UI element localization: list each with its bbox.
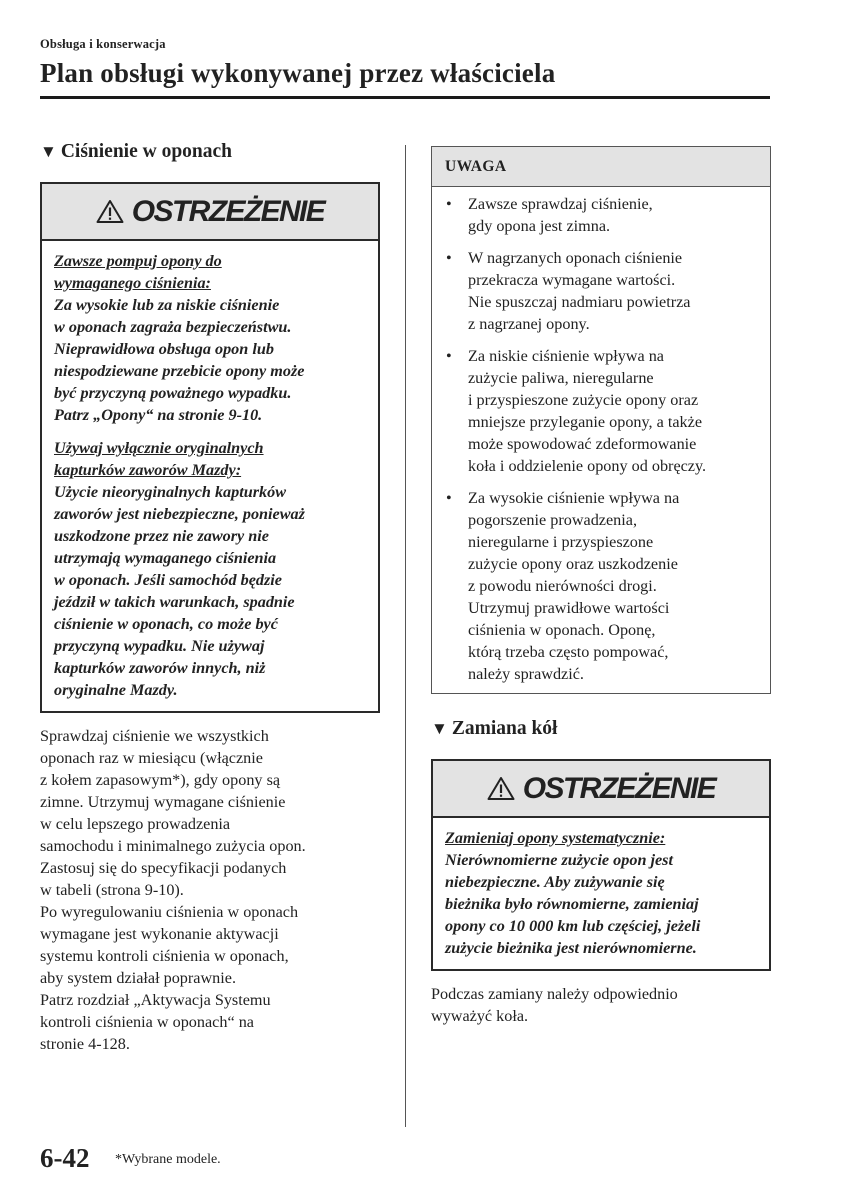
text-line: Nie spuszczaj nadmiaru powietrza — [468, 293, 691, 311]
text-line: aby system działał poprawnie. — [40, 969, 236, 987]
text-line: stronie 4-128. — [40, 1035, 130, 1053]
warning-line: Nieprawidłowa obsługa opon lub — [54, 340, 274, 358]
triangle-down-icon: ▼ — [431, 719, 448, 738]
warning-title: OSTRZEŻENIE — [522, 771, 716, 805]
text-line: z nagrzanej opony. — [468, 315, 590, 333]
text-line: należy sprawdzić. — [468, 665, 584, 683]
section-heading-text: Zamiana kół — [451, 718, 558, 739]
note-body — [432, 187, 770, 693]
header-divider — [40, 96, 770, 99]
text-line: koła i oddzielenie opony od obręczy. — [468, 457, 707, 475]
warning-line: wymaganego ciśnienia: — [54, 274, 211, 292]
note-item — [444, 247, 758, 335]
text-line: Utrzymuj prawidłowe wartości — [468, 599, 670, 617]
footnote: *Wybrane modele. — [115, 1152, 221, 1167]
text-line: Po wyregulowaniu ciśnienia w oponach — [40, 903, 299, 921]
warning-title: OSTRZEŻENIE — [131, 194, 325, 228]
warning-box-wheel-rotation — [431, 759, 771, 971]
warning-subheading: Zamieniaj opony systematycznie: — [445, 829, 666, 847]
text-line: w tabeli (strona 9-10). — [40, 881, 184, 899]
warning-subheading — [54, 439, 264, 479]
page-title: Plan obsługi wykonywanej przez właściciela — [40, 58, 556, 88]
warning-line: niebezpieczne. Aby zużywanie się — [445, 873, 665, 891]
text-line: systemu kontroli ciśnienia w oponach, — [40, 947, 289, 965]
warning-paragraph — [445, 827, 757, 959]
text-line: Patrz rozdział „Aktywacja Systemu — [40, 991, 271, 1009]
text-line: zimne. Utrzymuj wymagane ciśnienie — [40, 793, 286, 811]
text-line: Zawsze sprawdzaj ciśnienie, — [468, 195, 653, 213]
tire-pressure-paragraph — [40, 725, 380, 1055]
warning-line: Używaj wyłącznie oryginalnych — [54, 439, 264, 457]
note-item — [444, 193, 758, 237]
note-item-text — [468, 345, 706, 477]
text-line: ciśnienia w oponach. Oponę, — [468, 621, 656, 639]
text-line: pogorszenie prowadzenia, — [468, 511, 637, 529]
triangle-down-icon: ▼ — [40, 142, 57, 161]
section-label: Obsługa i konserwacja — [40, 37, 166, 51]
left-column — [40, 139, 380, 1055]
text-line: W nagrzanych oponach ciśnienie — [468, 249, 683, 267]
bullet-icon: • — [446, 195, 452, 213]
bullet-icon: • — [446, 489, 452, 507]
bullet-icon: • — [446, 347, 452, 365]
text-line: w celu lepszego prowadzenia — [40, 815, 231, 833]
page-number: 6-42 — [40, 1143, 90, 1173]
warning-body — [433, 818, 769, 969]
warning-line: niespodziewane przebicie opony może — [54, 362, 305, 380]
text-line: samochodu i minimalnego zużycia opon. — [40, 837, 306, 855]
section-heading-text: Ciśnienie w oponach — [60, 141, 233, 162]
warning-line: w oponach zagraża bezpieczeństwu. — [54, 318, 292, 336]
warning-line: zaworów jest niebezpieczne, ponieważ — [54, 505, 305, 523]
text-line: i przyspieszone zużycie opony oraz — [468, 391, 699, 409]
warning-paragraph — [54, 437, 366, 701]
note-item — [444, 487, 758, 685]
text-line: przekracza wymagane wartości. — [468, 271, 676, 289]
note-item — [444, 345, 758, 477]
warning-line: oryginalne Mazdy. — [54, 681, 178, 699]
text-line: Za niskie ciśnienie wpływa na — [468, 347, 664, 365]
warning-header — [42, 184, 378, 241]
warning-line: kapturków zaworów Mazdy: — [54, 461, 242, 479]
text-line: wymagane jest wykonanie aktywacji — [40, 925, 279, 943]
section-heading-tire-pressure — [40, 139, 380, 165]
text-line: wyważyć koła. — [431, 1007, 529, 1025]
warning-line: kapturków zaworów innych, niż — [54, 659, 266, 677]
warning-body — [42, 241, 378, 711]
text-line: mniejsze przyleganie opony, a także — [468, 413, 703, 431]
warning-line: Patrz „Opony“ na stronie 9-10. — [54, 406, 263, 424]
warning-line: Nierównomierne zużycie opon jest — [445, 851, 673, 869]
text-line: Zastosuj się do specyfikacji podanych — [40, 859, 287, 877]
right-column — [431, 146, 771, 1027]
text-line: może spowodować zdeformowanie — [468, 435, 697, 453]
warning-triangle-icon — [96, 199, 124, 224]
warning-triangle-icon — [487, 776, 515, 801]
warning-line: bieżnika było równomierne, zamieniaj — [445, 895, 699, 913]
warning-box-tire-pressure — [40, 182, 380, 713]
bullet-icon: • — [446, 249, 452, 267]
text-line: Sprawdzaj ciśnienie we wszystkich — [40, 727, 269, 745]
warning-line: w oponach. Jeśli samochód będzie — [54, 571, 282, 589]
text-line: zużycie paliwa, nieregularne — [468, 369, 654, 387]
text-line: którą trzeba często pompować, — [468, 643, 669, 661]
text-line: z kołem zapasowym*), gdy opony są — [40, 771, 281, 789]
text-line: z powodu nierówności drogi. — [468, 577, 657, 595]
text-line: zużycie opony oraz uszkodzenie — [468, 555, 678, 573]
warning-subheading — [54, 252, 222, 292]
warning-line: uszkodzone przez nie zawory nie — [54, 527, 269, 545]
note-item-text — [468, 247, 690, 335]
text-line: oponach raz w miesiącu (włącznie — [40, 749, 263, 767]
warning-line: jeździł w takich warunkach, spadnie — [54, 593, 295, 611]
warning-paragraph — [54, 250, 366, 426]
warning-line: być przyczyną poważnego wypadku. — [54, 384, 292, 402]
text-line: gdy opona jest zimna. — [468, 217, 611, 235]
text-line: kontroli ciśnienia w oponach“ na — [40, 1013, 254, 1031]
warning-line: Użycie nieoryginalnych kapturków — [54, 483, 287, 501]
warning-line: utrzymają wymaganego ciśnienia — [54, 549, 277, 567]
note-item-text — [468, 487, 679, 685]
wheel-rotation-paragraph — [431, 983, 771, 1027]
warning-line: opony co 10 000 km lub częściej, jeżeli — [445, 917, 701, 935]
note-item-text — [468, 193, 653, 237]
column-divider — [405, 145, 406, 1127]
section-heading-wheel-rotation — [431, 716, 771, 742]
warning-line: Za wysokie lub za niskie ciśnienie — [54, 296, 280, 314]
warning-line: przyczyną wypadku. Nie używaj — [54, 637, 265, 655]
text-line: Podczas zamiany należy odpowiednio — [431, 985, 678, 1003]
warning-line: Zawsze pompuj opony do — [54, 252, 222, 270]
text-line: Za wysokie ciśnienie wpływa na — [468, 489, 680, 507]
note-header: UWAGA — [432, 147, 770, 187]
note-box — [431, 146, 771, 694]
text-line: nieregularne i przyspieszone — [468, 533, 654, 551]
warning-header — [433, 761, 769, 818]
warning-line: zużycie bieżnika jest nierównomierne. — [445, 939, 697, 957]
warning-line: ciśnienie w oponach, co może być — [54, 615, 278, 633]
